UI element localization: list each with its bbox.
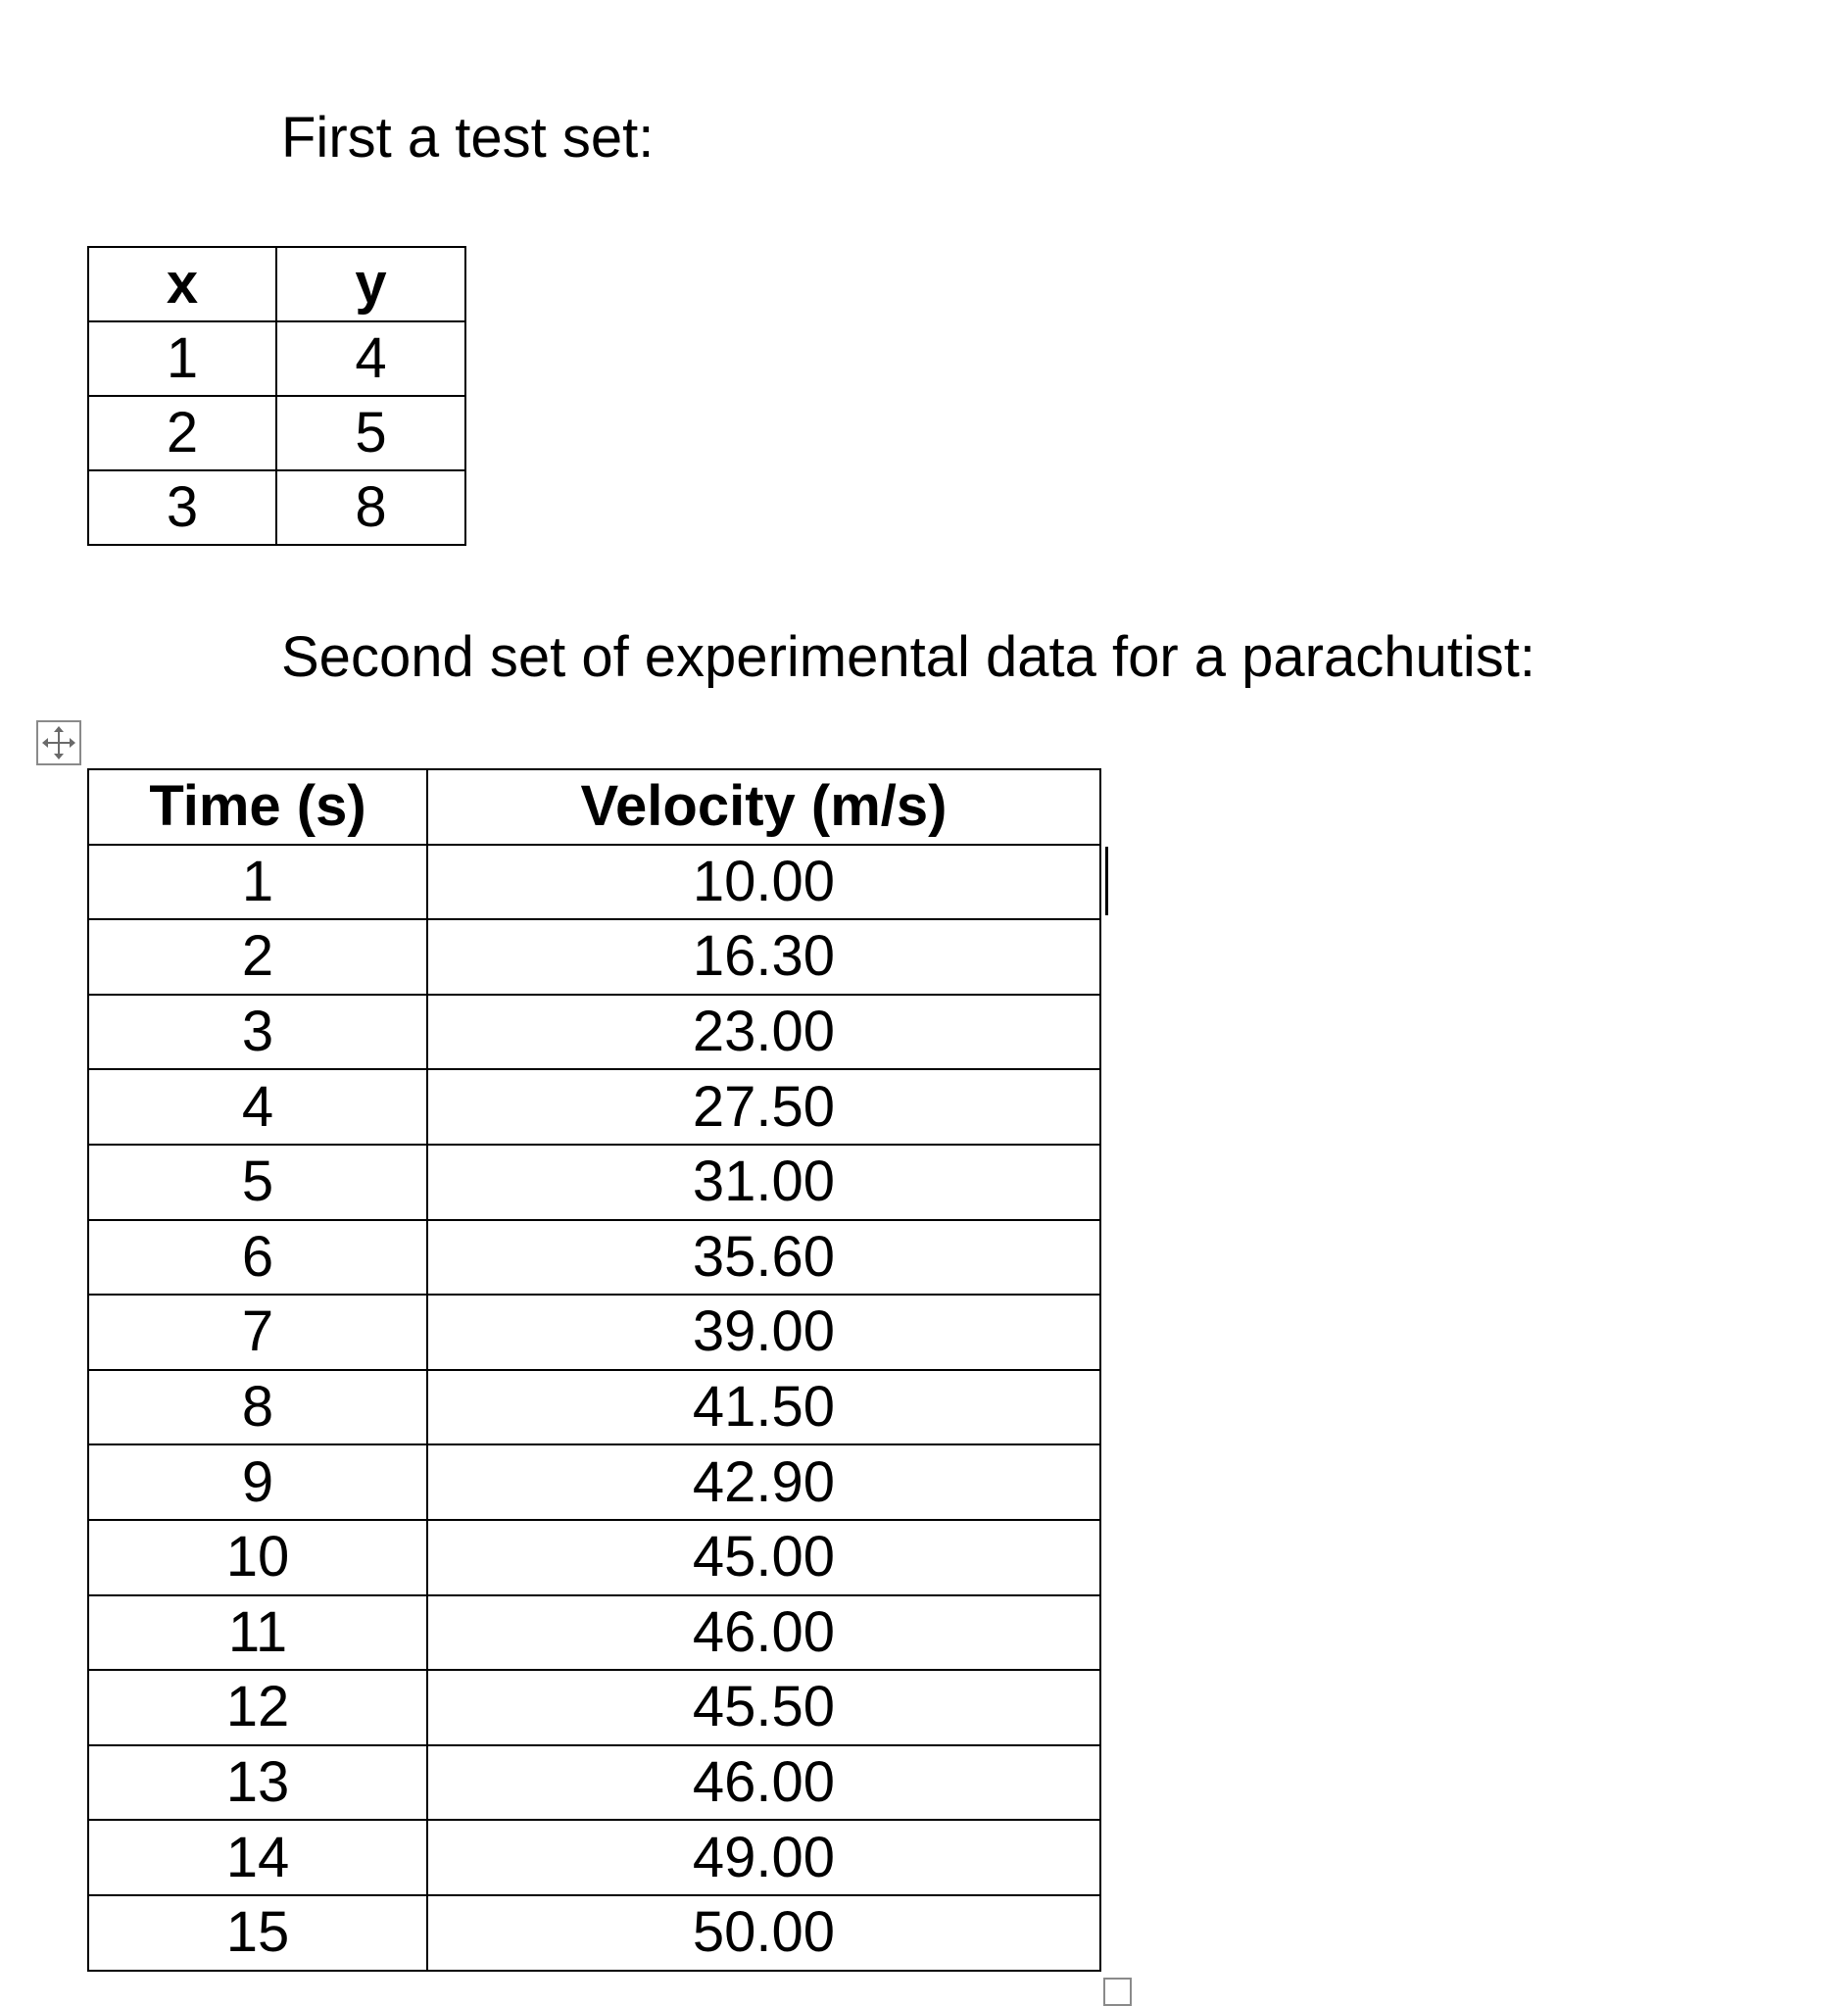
- table-cell-time[interactable]: 5: [88, 1145, 427, 1220]
- table-cell-time[interactable]: 6: [88, 1220, 427, 1296]
- test-data-table[interactable]: [87, 246, 466, 546]
- table-cell-velocity[interactable]: 35.60: [427, 1220, 1100, 1296]
- table-cell-velocity[interactable]: 41.50: [427, 1370, 1100, 1445]
- table-cell-x[interactable]: 2: [88, 396, 276, 470]
- text-cursor: [1105, 847, 1108, 915]
- table-cell-velocity[interactable]: 31.00: [427, 1145, 1100, 1220]
- table-cell-y[interactable]: 4: [276, 321, 465, 396]
- table-cell-x[interactable]: 3: [88, 470, 276, 545]
- table-cell-time[interactable]: 3: [88, 995, 427, 1070]
- table-row: [88, 1069, 1100, 1145]
- parachutist-data-heading: Second set of experimental data for a parachutist:: [281, 625, 1535, 689]
- column-header-time[interactable]: Time (s): [88, 769, 427, 845]
- table-cell-time[interactable]: 12: [88, 1670, 427, 1745]
- table-header-row: [88, 247, 465, 321]
- table-cell-time[interactable]: 7: [88, 1295, 427, 1370]
- table-row: [88, 1444, 1100, 1520]
- table-cell-y[interactable]: 8: [276, 470, 465, 545]
- table-row: [88, 845, 1100, 920]
- table-cell-time[interactable]: 15: [88, 1895, 427, 1971]
- test-set-heading: First a test set:: [281, 106, 655, 170]
- table-move-icon[interactable]: [36, 720, 81, 765]
- table-row: [88, 1220, 1100, 1296]
- table-cell-velocity[interactable]: 45.50: [427, 1670, 1100, 1745]
- table-row: [88, 1295, 1100, 1370]
- table-resize-icon[interactable]: [1103, 1978, 1132, 2006]
- table-row: [88, 1595, 1100, 1671]
- table-row: [88, 1895, 1100, 1971]
- table-cell-velocity[interactable]: 45.00: [427, 1520, 1100, 1595]
- table-cell-velocity[interactable]: 42.90: [427, 1444, 1100, 1520]
- table-cell-time[interactable]: 2: [88, 919, 427, 995]
- table-cell-time[interactable]: 11: [88, 1595, 427, 1671]
- table-cell-velocity[interactable]: 46.00: [427, 1595, 1100, 1671]
- table-cell-velocity[interactable]: 23.00: [427, 995, 1100, 1070]
- table-cell-velocity[interactable]: 50.00: [427, 1895, 1100, 1971]
- table-cell-y[interactable]: 5: [276, 396, 465, 470]
- table-cell-velocity[interactable]: 16.30: [427, 919, 1100, 995]
- table-row: [88, 995, 1100, 1070]
- table-row: [88, 1745, 1100, 1821]
- column-header-y[interactable]: y: [276, 247, 465, 321]
- table-row: [88, 470, 465, 545]
- table-row: [88, 1520, 1100, 1595]
- table-row: [88, 321, 465, 396]
- table-cell-time[interactable]: 9: [88, 1444, 427, 1520]
- table-cell-x[interactable]: 1: [88, 321, 276, 396]
- table-cell-velocity[interactable]: 10.00: [427, 845, 1100, 920]
- table-cell-velocity[interactable]: 27.50: [427, 1069, 1100, 1145]
- table-cell-time[interactable]: 1: [88, 845, 427, 920]
- parachutist-data-table[interactable]: [87, 768, 1101, 1972]
- column-header-x[interactable]: x: [88, 247, 276, 321]
- table-row: [88, 396, 465, 470]
- table-cell-time[interactable]: 14: [88, 1820, 427, 1895]
- table-cell-velocity[interactable]: 46.00: [427, 1745, 1100, 1821]
- table-cell-time[interactable]: 8: [88, 1370, 427, 1445]
- table-row: [88, 1670, 1100, 1745]
- table-header-row: [88, 769, 1100, 845]
- table-cell-time[interactable]: 13: [88, 1745, 427, 1821]
- table-cell-velocity[interactable]: 49.00: [427, 1820, 1100, 1895]
- table-row: [88, 1820, 1100, 1895]
- table-move-arrows-icon: [38, 722, 79, 763]
- column-header-velocity[interactable]: Velocity (m/s): [427, 769, 1100, 845]
- table-row: [88, 1370, 1100, 1445]
- table-cell-time[interactable]: 4: [88, 1069, 427, 1145]
- table-cell-velocity[interactable]: 39.00: [427, 1295, 1100, 1370]
- table-cell-time[interactable]: 10: [88, 1520, 427, 1595]
- table-row: [88, 1145, 1100, 1220]
- table-row: [88, 919, 1100, 995]
